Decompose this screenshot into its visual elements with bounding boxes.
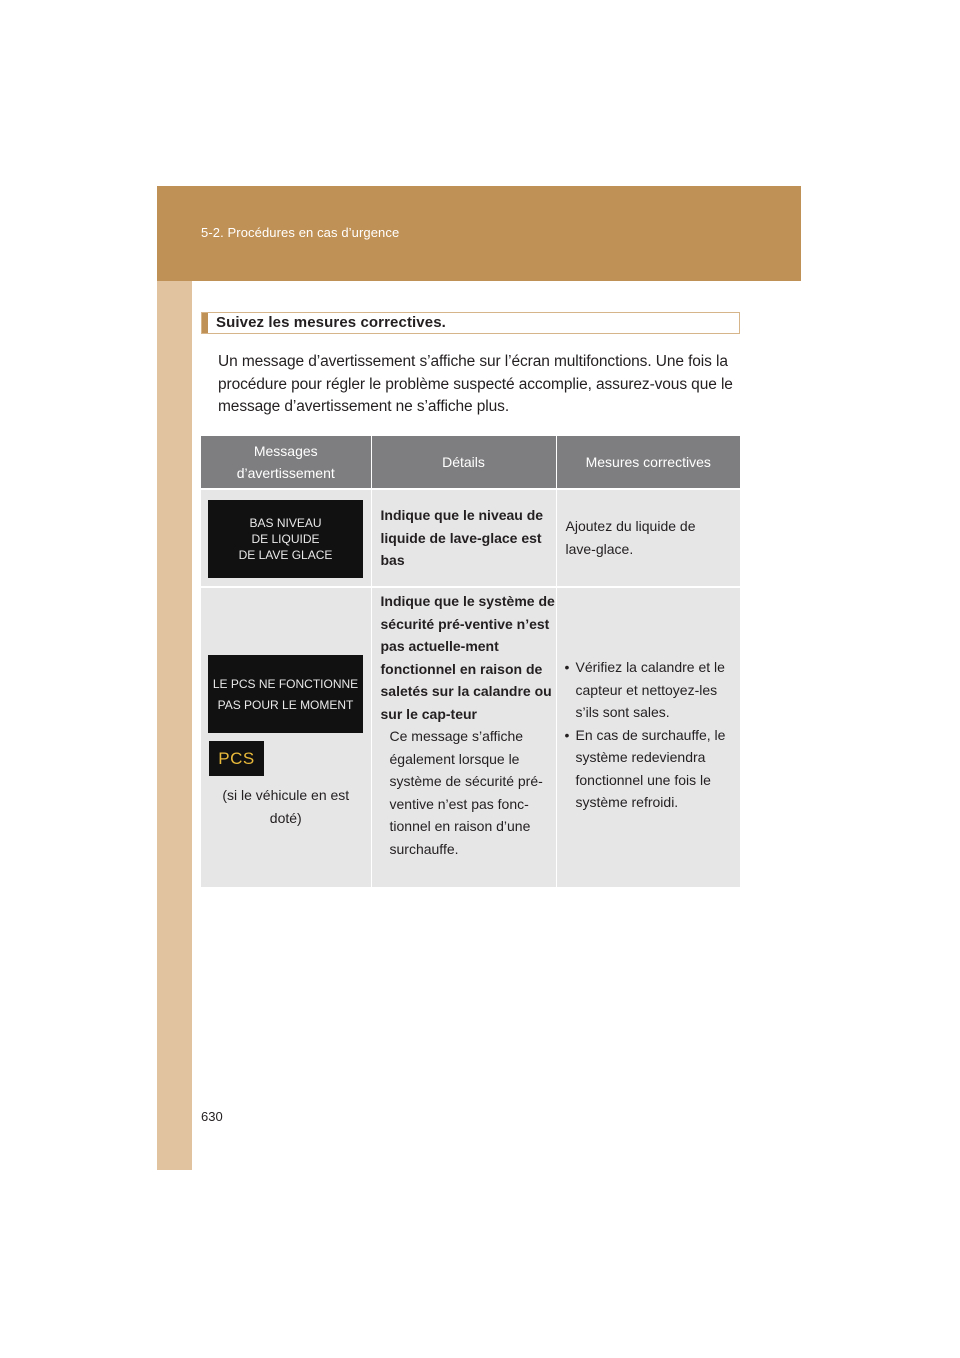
row1-action-cell — [556, 489, 740, 587]
row1-details-cell — [371, 489, 556, 587]
row2-action-cell — [556, 587, 740, 887]
pcs-display-line1: LE PCS NE FONCTIONNE — [212, 676, 359, 691]
subheading-accent-bar — [202, 313, 208, 333]
section-title: 5-2. Procédures en cas d’urgence — [201, 225, 400, 240]
list-item: • Vérifiez la calandre et le capteur et nettoyez-les s’ils sont sales. — [558, 656, 735, 724]
header-band — [157, 186, 801, 281]
header-messages-line1: Messages — [253, 443, 318, 459]
header-messages-line2: d’avertissement — [236, 465, 335, 481]
header-messages — [201, 436, 371, 489]
washer-display-line3: DE LAVE GLACE — [238, 548, 333, 562]
page-number: 630 — [201, 1109, 223, 1124]
washer-display-line2: DE LIQUIDE — [251, 532, 320, 546]
row2-message-cell — [201, 587, 371, 887]
pcs-display-line2: PAS POUR LE MOMENT — [217, 697, 354, 712]
side-band — [157, 281, 192, 1170]
warning-table — [201, 436, 740, 887]
header-details: Détails — [371, 436, 556, 489]
intro-paragraph: Un message d’avertissement s’affiche sur l’écran multifonctions. Une fois la procédure pour régler le problème suspecté accomplie, assurez-vous que le message d’avertissement ne s’affiche plus. — [218, 353, 733, 415]
row1-message-cell — [201, 489, 371, 587]
row2-details-bold: Indique que le système de sécurité pré-ventive n’est pas actuelle-ment fonctionnel en raison de saletés sur la calandre ou sur le cap-teur — [380, 593, 555, 722]
pcs-display — [208, 655, 363, 733]
list-item: • En cas de surchauffe, le système redeviendra fonctionnel une fois le système refroidi. — [558, 724, 735, 814]
header-actions: Mesures correctives — [556, 436, 740, 489]
washer-fluid-display — [208, 500, 363, 578]
row1-details-text: Indique que le niveau de liquide de lave-glace est bas — [380, 507, 544, 568]
row1-action-text: Ajoutez du liquide de lave-glace. — [565, 518, 696, 557]
row2-equipment-note: (si le véhicule en est doté) — [222, 787, 350, 826]
pcs-warning-icon: PCS — [209, 741, 264, 776]
row2-details-cell — [371, 587, 556, 887]
row2-action-list — [557, 588, 741, 814]
subheading-box — [201, 312, 740, 334]
washer-display-line1: BAS NIVEAU — [249, 516, 322, 530]
subheading-text: Suivez les mesures correctives. — [216, 314, 446, 331]
row2-details-plain: Ce message s’affiche également lorsque le système de sécurité pré-ventive n’est pas fonc-tionnel en raison d’une surchauffe. — [389, 728, 543, 857]
table-row — [201, 489, 740, 587]
table-row — [201, 587, 740, 887]
